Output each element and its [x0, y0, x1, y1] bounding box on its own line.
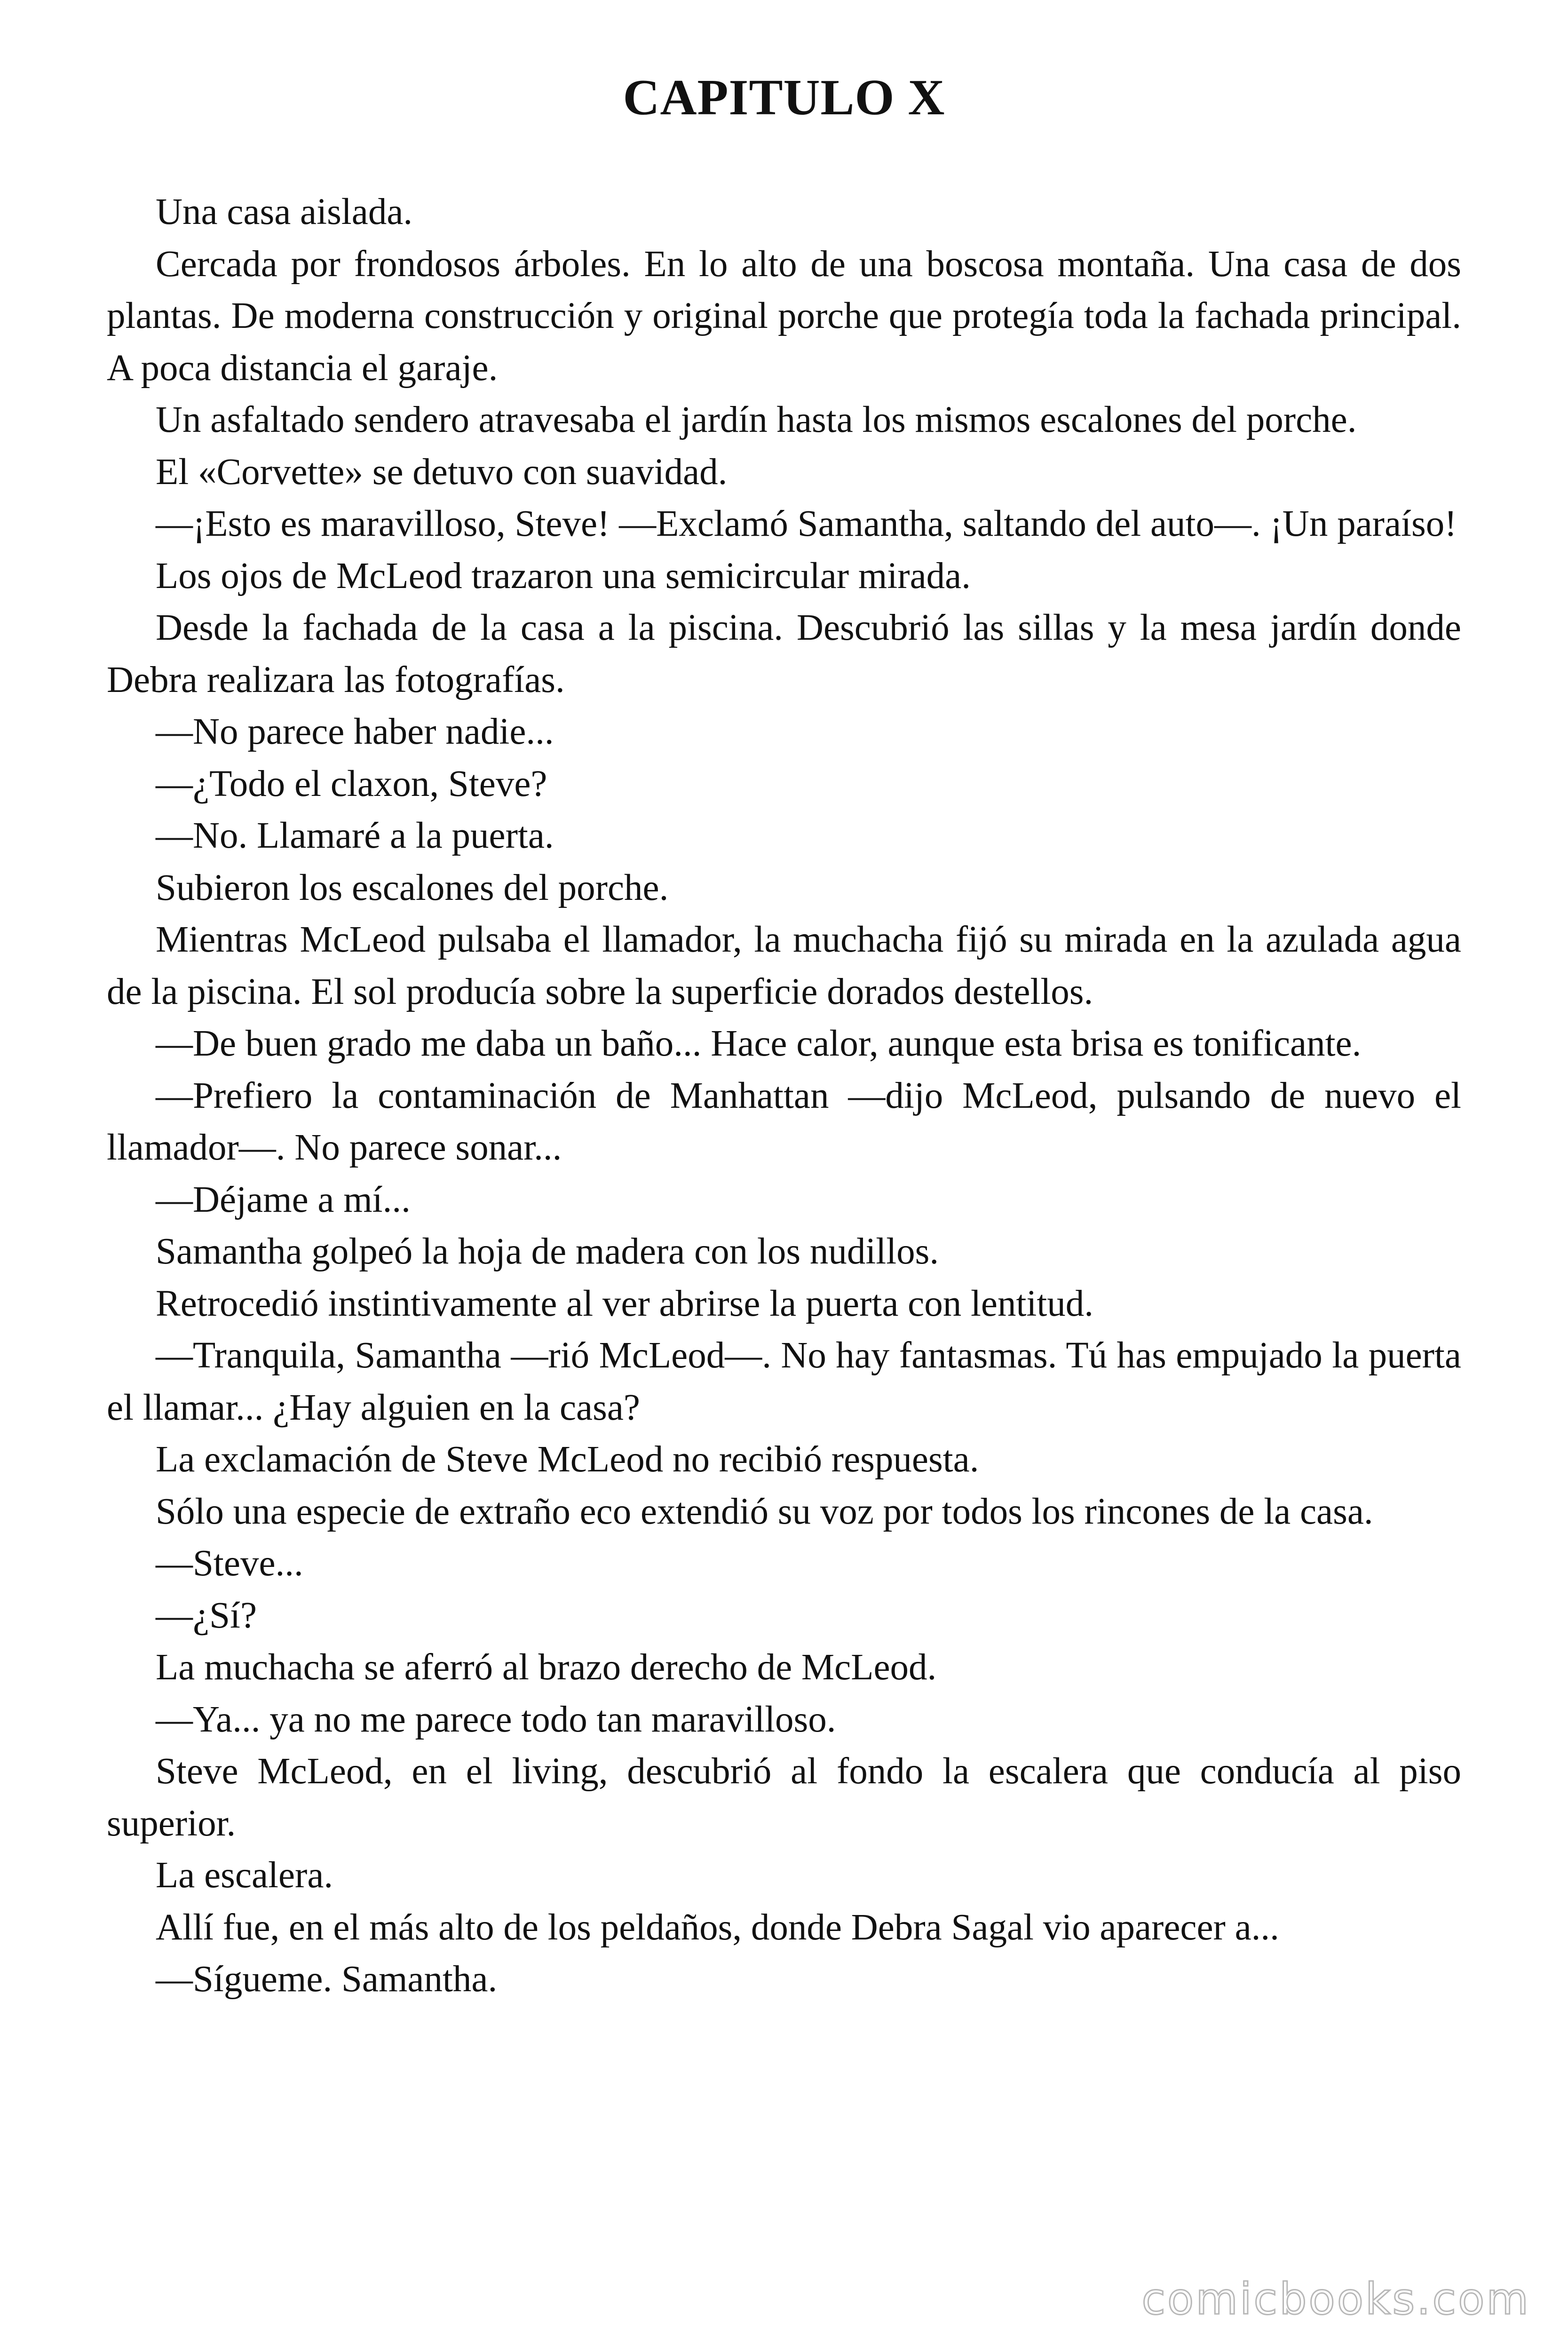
paragraph: Samantha golpeó la hoja de madera con los nudillos.	[156, 1231, 939, 1272]
paragraph: —No. Llamaré a la puerta.	[156, 815, 554, 856]
paragraph: Un asfaltado sendero atravesaba el jardín hasta los mismos escalones del porche.	[156, 399, 1357, 440]
paragraph: Cercada por frondosos árboles. En lo alto de una boscosa montaña. Una casa de dos plantas. De moderna construcción y original porche que protegía toda la fachada principal. A poca distancia el garaje.	[107, 243, 1461, 389]
paragraph: Retrocedió instintivamente al ver abrirse la puerta con lentitud.	[156, 1283, 1094, 1324]
chapter-title: CAPITULO X	[623, 70, 945, 126]
paragraph: —Tranquila, Samantha —rió McLeod—. No hay fantasmas. Tú has empujado la puerta el llamar... ¿Hay alguien en la casa?	[107, 1335, 1461, 1428]
paragraph: —No parece haber nadie...	[156, 711, 554, 752]
paragraph: Mientras McLeod pulsaba el llamador, la muchacha fijó su mirada en la azulada agua de la piscina. El sol producía sobre la superficie dorados destellos.	[107, 919, 1461, 1012]
paragraph: Los ojos de McLeod trazaron una semicircular mirada.	[156, 555, 971, 596]
paragraph: Sólo una especie de extraño eco extendió su voz por todos los rincones de la casa.	[156, 1491, 1373, 1532]
paragraph: —Steve...	[156, 1543, 303, 1584]
paragraph: Allí fue, en el más alto de los peldaños, donde Debra Sagal vio aparecer a...	[156, 1907, 1279, 1948]
paragraph: —Déjame a mí...	[156, 1179, 411, 1220]
paragraph: Steve McLeod, en el living, descubrió al fondo la escalera que conducía al piso superior.	[107, 1751, 1461, 1844]
paragraph: —Sígueme. Samantha.	[156, 1959, 498, 2000]
paragraph: —¡Esto es maravilloso, Steve! —Exclamó Samantha, saltando del auto—. ¡Un paraíso!	[156, 503, 1457, 544]
paragraph: La muchacha se aferró al brazo derecho de McLeod.	[156, 1647, 937, 1688]
paragraph: Desde la fachada de la casa a la piscina. Descubrió las sillas y la mesa jardín donde Debra realizara las fotografías.	[107, 607, 1461, 700]
watermark: comicbooks.com	[1141, 2274, 1530, 2324]
paragraph: —Ya... ya no me parece todo tan maravilloso.	[156, 1699, 836, 1740]
paragraph: Subieron los escalones del porche.	[156, 867, 669, 908]
paragraph: —¿Sí?	[156, 1595, 257, 1636]
paragraph: La escalera.	[156, 1855, 333, 1896]
paragraph: —De buen grado me daba un baño... Hace calor, aunque esta brisa es tonificante.	[156, 1023, 1362, 1064]
paragraph: El «Corvette» se detuvo con suavidad.	[156, 451, 728, 493]
paragraph: —¿Todo el claxon, Steve?	[156, 763, 547, 804]
paragraph: Una casa aislada.	[156, 191, 413, 232]
paragraph: —Prefiero la contaminación de Manhattan —dijo McLeod, pulsando de nuevo el llamador—. No parece sonar...	[107, 1075, 1461, 1168]
chapter-body	[107, 186, 1461, 2006]
paragraph: La exclamación de Steve McLeod no recibió respuesta.	[156, 1439, 979, 1480]
